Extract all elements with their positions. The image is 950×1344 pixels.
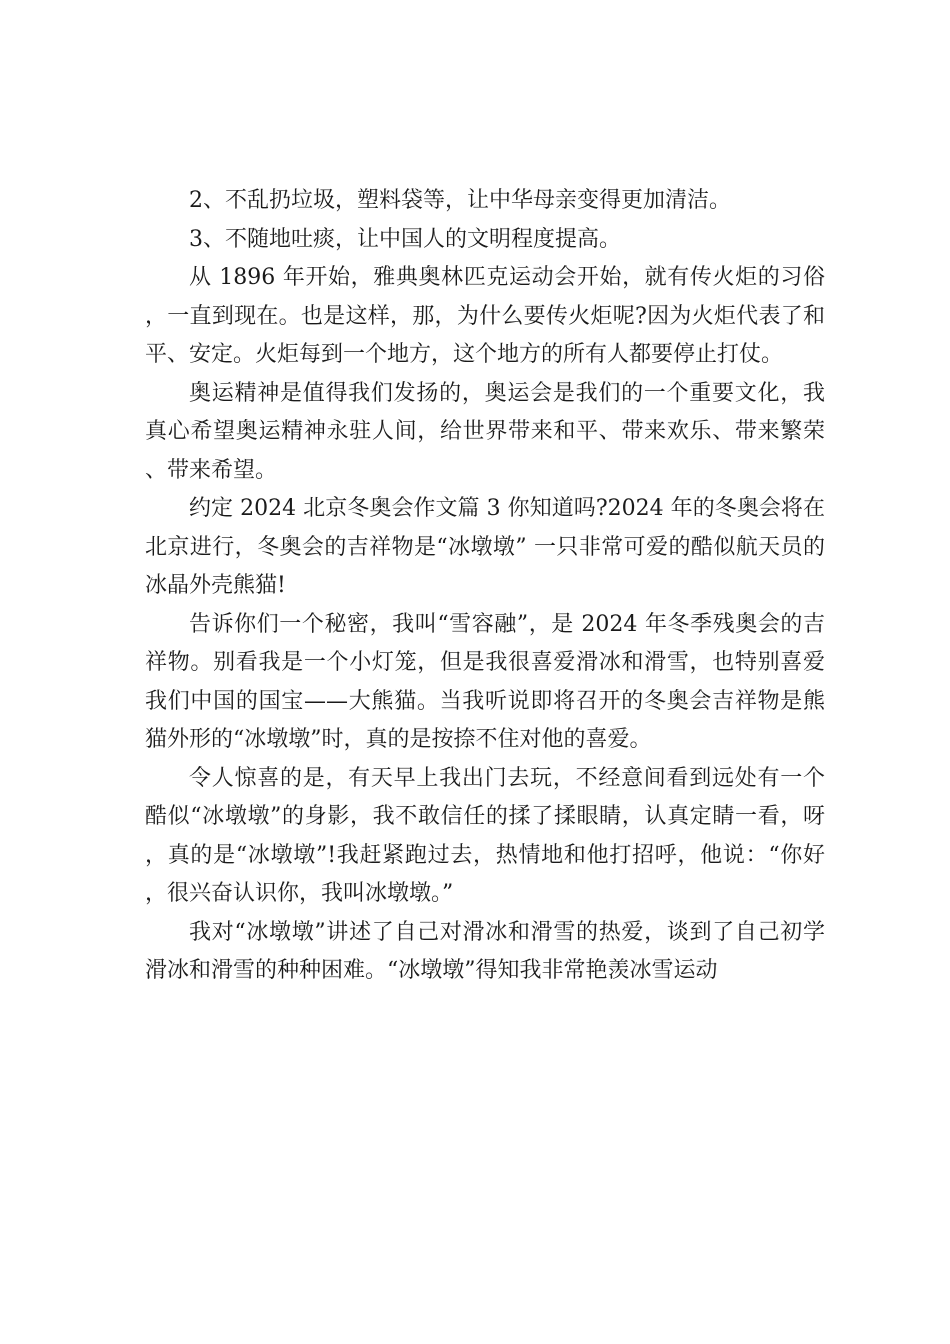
paragraph-item-3: 3、不随地吐痰，让中国人的文明程度提高。 xyxy=(189,226,621,252)
paragraph-skating-skiing: 我对“冰墩墩”讲述了自己对滑冰和滑雪的热爱，谈到了自己初学滑冰和滑雪的种种困难。“冰墩墩”得知我非常艳羡冰雪运动 xyxy=(145,919,825,983)
paragraph-olympic-spirit: 奥运精神是值得我们发扬的，奥运会是我们的一个重要文化，我真心希望奥运精神永驻人间，给世界带来和平、带来欢乐、带来繁荣、带来希望。 xyxy=(145,380,825,483)
document-body xyxy=(145,182,825,991)
paragraph-item-2: 2、不乱扔垃圾，塑料袋等，让中华母亲变得更加清洁。 xyxy=(189,188,731,213)
paragraph-essay-3-intro: 约定 2024 北京冬奥会作文篇 3 你知道吗?2024 年的冬奥会将在北京进行，冬奥会的吉祥物是“冰墩墩” 一只非常可爱的酷似航天员的冰晶外壳熊猫! xyxy=(145,496,825,598)
paragraph-xue-rong-rong: 告诉你们一个秘密，我叫“雪容融”，是 2024 年冬季残奥会的吉祥物。别看我是一个小灯笼，但是我很喜爱滑冰和滑雪，也特别喜爱我们中国的国宝——大熊猫。当我听说即将召开的冬奥会吉祥物是熊猫外形的“冰墩墩”时，真的是按捺不住对他的喜爱。 xyxy=(145,611,825,752)
paragraph-torch-history: 从 1896 年开始，雅典奥林匹克运动会开始，就有传火炬的习俗，一直到现在。也是这样，那，为什么要传火炬呢?因为火炬代表了和平、安定。火炬每到一个地方，这个地方的所有人都要停止打仗。 xyxy=(145,265,825,367)
paragraph-meeting-bing-dwen-dwen: 令人惊喜的是，有天早上我出门去玩，不经意间看到远处有一个酷似“冰墩墩”的身影，我不敢信任的揉了揉眼睛，认真定睛一看，呀，真的是“冰墩墩”!我赶紧跑过去，热情地和他打招呼，他说：“你好，很兴奋认识你，我叫冰墩墩。” xyxy=(145,765,825,906)
